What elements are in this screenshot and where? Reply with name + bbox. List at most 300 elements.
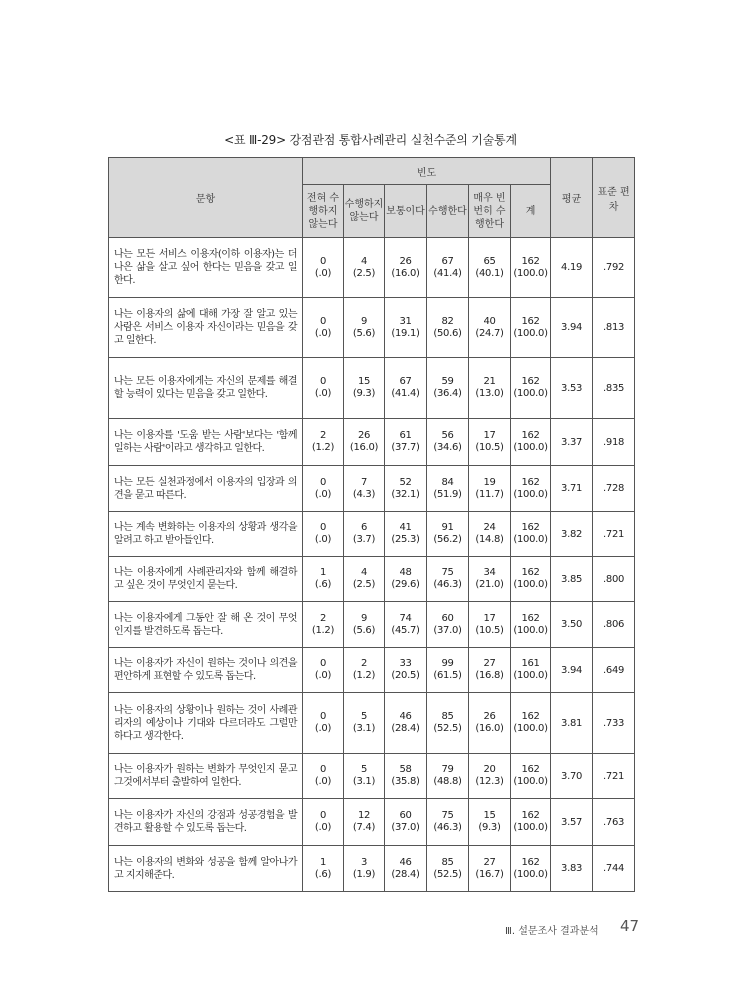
percent-value: (100.0) <box>513 388 548 399</box>
percent-value: (9.3) <box>352 388 376 399</box>
percent-value: (.6) <box>314 868 332 880</box>
item-text: 나는 이용자의 상황이나 원하는 것이 사례관리자의 예상이나 기대와 다르더라도 그럴만하다고 생각한다. <box>109 693 303 754</box>
frequency-cell <box>385 602 427 648</box>
table-row <box>109 419 635 466</box>
count-value: 1 <box>319 567 327 578</box>
frequency-cell <box>344 693 385 754</box>
count-value: 84 <box>441 476 454 488</box>
count-value: 162 <box>521 764 540 775</box>
frequency-cell <box>385 693 427 754</box>
item-text: 나는 이용자에게 그동안 잘 해 온 것이 무엇인지를 발견하도록 돕는다. <box>109 602 303 648</box>
percent-value: (.0) <box>314 822 332 833</box>
sd-value: .763 <box>593 799 635 846</box>
table-row <box>109 358 635 419</box>
percent-value: (19.1) <box>391 327 420 339</box>
percent-value: (100.0) <box>513 670 548 681</box>
count-value: 34 <box>483 567 496 578</box>
frequency-cell <box>511 754 551 799</box>
count-value: 162 <box>521 476 540 488</box>
frequency-cell <box>469 846 511 892</box>
percent-value: (100.0) <box>513 442 548 453</box>
frequency-cell <box>344 298 385 358</box>
percent-value: (.0) <box>314 388 332 399</box>
frequency-cell <box>511 419 551 466</box>
mean-value: 3.82 <box>551 512 593 557</box>
frequency-cell <box>427 799 469 846</box>
percent-value: (20.5) <box>391 670 420 681</box>
percent-value: (16.7) <box>475 868 504 880</box>
count-value: 26 <box>399 255 412 267</box>
count-value: 17 <box>483 612 496 624</box>
percent-value: (50.6) <box>433 327 462 339</box>
mean-value: 3.94 <box>551 298 593 358</box>
frequency-cell <box>511 238 551 298</box>
sd-value: .649 <box>593 648 635 693</box>
table-row <box>109 693 635 754</box>
item-text: 나는 모든 서비스 이용자(이하 이용자)는 더 나은 삶을 살고 싶어 한다는 믿음을 갖고 일한다. <box>109 238 303 298</box>
frequency-cell <box>385 466 427 512</box>
frequency-cell <box>344 557 385 602</box>
header-mean: 평균 <box>551 158 593 238</box>
percent-value: (100.0) <box>513 534 548 545</box>
item-text: 나는 계속 변화하는 이용자의 상황과 생각을 알려고 하고 받아들인다. <box>109 512 303 557</box>
sd-value: .813 <box>593 298 635 358</box>
percent-value: (56.2) <box>433 534 462 545</box>
frequency-cell <box>344 799 385 846</box>
frequency-cell <box>385 754 427 799</box>
percent-value: (.0) <box>314 327 332 339</box>
count-value: 21 <box>483 376 496 387</box>
count-value: 5 <box>360 764 368 775</box>
frequency-cell <box>303 358 344 419</box>
count-value: 162 <box>521 856 540 868</box>
count-value: 0 <box>319 476 327 488</box>
table-row <box>109 238 635 298</box>
mean-value: 3.71 <box>551 466 593 512</box>
frequency-cell <box>385 419 427 466</box>
count-value: 0 <box>319 255 327 267</box>
page-number: 47 <box>620 917 640 935</box>
table-row <box>109 466 635 512</box>
percent-value: (1.2) <box>311 624 335 636</box>
frequency-cell <box>344 419 385 466</box>
count-value: 0 <box>319 315 327 327</box>
frequency-cell <box>427 419 469 466</box>
mean-value: 3.81 <box>551 693 593 754</box>
frequency-cell <box>385 358 427 419</box>
item-text: 나는 모든 실천과정에서 이용자의 입장과 의견을 묻고 따른다. <box>109 466 303 512</box>
percent-value: (24.7) <box>475 327 504 339</box>
percent-value: (2.5) <box>352 267 376 279</box>
frequency-cell <box>511 648 551 693</box>
percent-value: (34.6) <box>433 442 462 453</box>
percent-value: (37.0) <box>433 624 462 636</box>
frequency-cell <box>511 512 551 557</box>
count-value: 3 <box>360 856 368 868</box>
sd-value: .733 <box>593 693 635 754</box>
frequency-cell <box>427 648 469 693</box>
frequency-cell <box>511 846 551 892</box>
frequency-cell <box>511 557 551 602</box>
header-frequency: 빈도 <box>303 158 551 185</box>
count-value: 9 <box>360 315 368 327</box>
percent-value: (5.6) <box>352 624 376 636</box>
count-value: 61 <box>399 430 412 441</box>
percent-value: (100.0) <box>513 267 548 279</box>
header-not-at-all: 전혀 수행하지 않는다 <box>303 185 344 238</box>
frequency-cell <box>303 466 344 512</box>
count-value: 60 <box>441 612 454 624</box>
frequency-cell <box>303 799 344 846</box>
frequency-cell <box>469 512 511 557</box>
table-caption: <표 Ⅲ-29> 강점관점 통합사례관리 실천수준의 기술통계 <box>224 133 517 147</box>
frequency-cell <box>427 298 469 358</box>
frequency-cell <box>427 602 469 648</box>
percent-value: (10.5) <box>475 442 504 453</box>
percent-value: (100.0) <box>513 776 548 787</box>
percent-value: (100.0) <box>513 822 548 833</box>
frequency-cell <box>469 298 511 358</box>
table-row <box>109 846 635 892</box>
percent-value: (10.5) <box>475 624 504 636</box>
frequency-cell <box>303 602 344 648</box>
percent-value: (16.0) <box>349 442 379 453</box>
percent-value: (1.9) <box>352 868 376 880</box>
header-total: 계 <box>511 185 551 238</box>
count-value: 27 <box>483 658 496 669</box>
percent-value: (3.1) <box>352 723 376 734</box>
frequency-cell <box>511 298 551 358</box>
frequency-cell <box>344 648 385 693</box>
count-value: 46 <box>399 856 412 868</box>
frequency-cell <box>344 846 385 892</box>
count-value: 56 <box>441 430 454 441</box>
percent-value: (32.1) <box>391 488 420 500</box>
frequency-cell <box>303 754 344 799</box>
header-sd: 표준 편차 <box>593 158 635 238</box>
frequency-cell <box>344 754 385 799</box>
sd-value: .744 <box>593 846 635 892</box>
count-value: 46 <box>399 711 412 722</box>
frequency-cell <box>385 238 427 298</box>
count-value: 75 <box>441 810 454 821</box>
count-value: 1 <box>319 856 327 868</box>
sd-value: .721 <box>593 754 635 799</box>
percent-value: (14.8) <box>475 534 504 545</box>
frequency-cell <box>469 466 511 512</box>
frequency-cell <box>303 648 344 693</box>
percent-value: (.0) <box>314 534 332 545</box>
count-value: 0 <box>319 376 327 387</box>
percent-value: (45.7) <box>391 624 420 636</box>
item-text: 나는 이용자의 변화와 성공을 함께 알아나가고 지지해준다. <box>109 846 303 892</box>
frequency-cell <box>511 693 551 754</box>
table-row <box>109 602 635 648</box>
percent-value: (2.5) <box>352 579 376 590</box>
count-value: 48 <box>399 567 412 578</box>
header-do: 수행한다 <box>427 185 469 238</box>
count-value: 24 <box>483 522 496 533</box>
frequency-cell <box>303 419 344 466</box>
count-value: 79 <box>441 764 454 775</box>
percent-value: (4.3) <box>352 488 376 500</box>
percent-value: (16.0) <box>475 723 504 734</box>
percent-value: (41.4) <box>433 267 462 279</box>
percent-value: (35.8) <box>391 776 420 787</box>
count-value: 27 <box>483 856 496 868</box>
sd-value: .835 <box>593 358 635 419</box>
count-value: 17 <box>483 430 496 441</box>
count-value: 40 <box>483 315 496 327</box>
percent-value: (37.7) <box>391 442 420 453</box>
item-text: 나는 이용자를 '도움 받는 사람'보다는 '함께 일하는 사람'이라고 생각하고 일한다. <box>109 419 303 466</box>
percent-value: (100.0) <box>513 327 548 339</box>
frequency-cell <box>385 557 427 602</box>
count-value: 2 <box>360 658 368 669</box>
table-row <box>109 754 635 799</box>
count-value: 75 <box>441 567 454 578</box>
frequency-cell <box>427 358 469 419</box>
frequency-cell <box>303 238 344 298</box>
mean-value: 4.19 <box>551 238 593 298</box>
count-value: 6 <box>360 522 368 533</box>
item-text: 나는 이용자가 자신의 강점과 성공경험을 발견하고 활용할 수 있도록 돕는다. <box>109 799 303 846</box>
item-text: 나는 이용자에게 사례관리자와 함께 해결하고 싶은 것이 무엇인지 묻는다. <box>109 557 303 602</box>
count-value: 9 <box>360 612 368 624</box>
count-value: 74 <box>399 612 412 624</box>
count-value: 0 <box>319 658 327 669</box>
percent-value: (100.0) <box>513 579 548 590</box>
frequency-cell <box>427 238 469 298</box>
frequency-cell <box>427 557 469 602</box>
percent-value: (1.2) <box>352 670 376 681</box>
frequency-cell <box>385 648 427 693</box>
percent-value: (.0) <box>314 267 332 279</box>
percent-value: (.0) <box>314 670 332 681</box>
count-value: 60 <box>399 810 412 821</box>
percent-value: (21.0) <box>475 579 504 590</box>
frequency-cell <box>469 602 511 648</box>
sd-value: .792 <box>593 238 635 298</box>
frequency-cell <box>469 648 511 693</box>
percent-value: (12.3) <box>475 776 504 787</box>
frequency-cell <box>344 512 385 557</box>
frequency-cell <box>385 298 427 358</box>
frequency-cell <box>385 799 427 846</box>
frequency-cell <box>344 238 385 298</box>
table-row <box>109 557 635 602</box>
percent-value: (48.8) <box>433 776 462 787</box>
descriptive-stats-table <box>108 157 635 892</box>
percent-value: (11.7) <box>475 488 504 500</box>
percent-value: (3.7) <box>352 534 376 545</box>
count-value: 0 <box>319 522 327 533</box>
frequency-cell <box>303 298 344 358</box>
percent-value: (5.6) <box>352 327 376 339</box>
mean-value: 3.50 <box>551 602 593 648</box>
count-value: 33 <box>399 658 412 669</box>
header-very-often: 매우 빈번히 수행한다 <box>469 185 511 238</box>
count-value: 5 <box>360 711 368 722</box>
frequency-cell <box>344 602 385 648</box>
frequency-cell <box>469 358 511 419</box>
frequency-cell <box>511 799 551 846</box>
percent-value: (100.0) <box>513 868 548 880</box>
percent-value: (7.4) <box>352 822 376 833</box>
percent-value: (37.0) <box>391 822 420 833</box>
count-value: 162 <box>521 376 540 387</box>
footer-section-title: Ⅲ. 설문조사 결과분석 <box>505 926 599 937</box>
mean-value: 3.85 <box>551 557 593 602</box>
percent-value: (16.8) <box>475 670 504 681</box>
percent-value: (25.3) <box>391 534 420 545</box>
frequency-cell <box>385 846 427 892</box>
count-value: 4 <box>360 255 368 267</box>
sd-value: .728 <box>593 466 635 512</box>
percent-value: (16.0) <box>391 267 420 279</box>
frequency-cell <box>303 557 344 602</box>
percent-value: (29.6) <box>391 579 420 590</box>
count-value: 82 <box>441 315 454 327</box>
count-value: 85 <box>441 856 454 868</box>
count-value: 41 <box>399 522 412 533</box>
frequency-cell <box>469 238 511 298</box>
percent-value: (.0) <box>314 488 332 500</box>
count-value: 0 <box>319 711 327 722</box>
count-value: 99 <box>441 658 454 669</box>
percent-value: (36.4) <box>433 388 462 399</box>
count-value: 26 <box>357 430 371 441</box>
frequency-cell <box>344 466 385 512</box>
frequency-cell <box>427 512 469 557</box>
count-value: 2 <box>319 430 327 441</box>
count-value: 52 <box>399 476 412 488</box>
count-value: 85 <box>441 711 454 722</box>
percent-value: (9.3) <box>478 822 501 833</box>
percent-value: (51.9) <box>433 488 462 500</box>
table-row <box>109 799 635 846</box>
count-value: 26 <box>483 711 496 722</box>
frequency-cell <box>469 557 511 602</box>
count-value: 162 <box>521 810 540 821</box>
percent-value: (100.0) <box>513 624 548 636</box>
frequency-cell <box>385 512 427 557</box>
count-value: 162 <box>521 612 540 624</box>
count-value: 15 <box>357 376 371 387</box>
mean-value: 3.83 <box>551 846 593 892</box>
item-text: 나는 이용자가 자신이 원하는 것이나 의견을 편안하게 표현할 수 있도록 돕는다. <box>109 648 303 693</box>
count-value: 162 <box>521 567 540 578</box>
count-value: 58 <box>399 764 412 775</box>
count-value: 162 <box>521 255 540 267</box>
table-row <box>109 512 635 557</box>
frequency-cell <box>427 754 469 799</box>
frequency-cell <box>427 693 469 754</box>
percent-value: (1.2) <box>311 442 335 453</box>
sd-value: .800 <box>593 557 635 602</box>
frequency-cell <box>427 466 469 512</box>
percent-value: (52.5) <box>433 868 462 880</box>
count-value: 12 <box>357 810 371 821</box>
count-value: 65 <box>483 255 496 267</box>
item-text: 나는 이용자의 삶에 대해 가장 잘 알고 있는 사람은 서비스 이용자 자신이라는 믿음을 갖고 일한다. <box>109 298 303 358</box>
frequency-cell <box>469 754 511 799</box>
count-value: 162 <box>521 315 540 327</box>
frequency-cell <box>511 466 551 512</box>
count-value: 4 <box>360 567 368 578</box>
item-text: 나는 이용자가 원하는 변화가 무엇인지 묻고 그것에서부터 출발하여 일한다. <box>109 754 303 799</box>
count-value: 15 <box>483 810 496 821</box>
count-value: 20 <box>483 764 496 775</box>
frequency-cell <box>511 358 551 419</box>
count-value: 59 <box>441 376 454 387</box>
frequency-cell <box>303 846 344 892</box>
mean-value: 3.94 <box>551 648 593 693</box>
frequency-cell <box>303 693 344 754</box>
frequency-cell <box>511 602 551 648</box>
header-item: 문항 <box>109 158 303 238</box>
percent-value: (.6) <box>314 579 332 590</box>
sd-value: .918 <box>593 419 635 466</box>
count-value: 2 <box>319 612 327 624</box>
count-value: 0 <box>319 810 327 821</box>
count-value: 162 <box>521 430 540 441</box>
frequency-cell <box>344 358 385 419</box>
table-row <box>109 298 635 358</box>
sd-value: .806 <box>593 602 635 648</box>
count-value: 67 <box>441 255 454 267</box>
count-value: 0 <box>319 764 327 775</box>
header-do-not: 수행하지 않는다 <box>344 185 385 238</box>
count-value: 162 <box>521 522 540 533</box>
count-value: 162 <box>521 711 540 722</box>
count-value: 161 <box>521 658 540 669</box>
count-value: 67 <box>399 376 412 387</box>
mean-value: 3.70 <box>551 754 593 799</box>
mean-value: 3.37 <box>551 419 593 466</box>
percent-value: (13.0) <box>475 388 504 399</box>
mean-value: 3.57 <box>551 799 593 846</box>
percent-value: (28.4) <box>391 723 420 734</box>
item-text: 나는 모든 이용자에게는 자신의 문제를 해결할 능력이 있다는 믿음을 갖고 일한다. <box>109 358 303 419</box>
percent-value: (41.4) <box>391 388 420 399</box>
percent-value: (46.3) <box>433 822 462 833</box>
table-row <box>109 648 635 693</box>
mean-value: 3.53 <box>551 358 593 419</box>
frequency-cell <box>469 693 511 754</box>
percent-value: (.0) <box>314 776 332 787</box>
frequency-cell <box>469 799 511 846</box>
percent-value: (.0) <box>314 723 332 734</box>
frequency-cell <box>469 419 511 466</box>
percent-value: (61.5) <box>433 670 462 681</box>
percent-value: (28.4) <box>391 868 420 880</box>
frequency-cell <box>303 512 344 557</box>
percent-value: (100.0) <box>513 723 548 734</box>
count-value: 7 <box>360 476 368 488</box>
percent-value: (46.3) <box>433 579 462 590</box>
percent-value: (52.5) <box>433 723 462 734</box>
percent-value: (100.0) <box>513 488 548 500</box>
frequency-cell <box>427 846 469 892</box>
percent-value: (3.1) <box>352 776 376 787</box>
header-neutral: 보통이다 <box>385 185 427 238</box>
sd-value: .721 <box>593 512 635 557</box>
count-value: 19 <box>483 476 496 488</box>
percent-value: (40.1) <box>475 267 504 279</box>
count-value: 91 <box>441 522 454 533</box>
count-value: 31 <box>399 315 412 327</box>
